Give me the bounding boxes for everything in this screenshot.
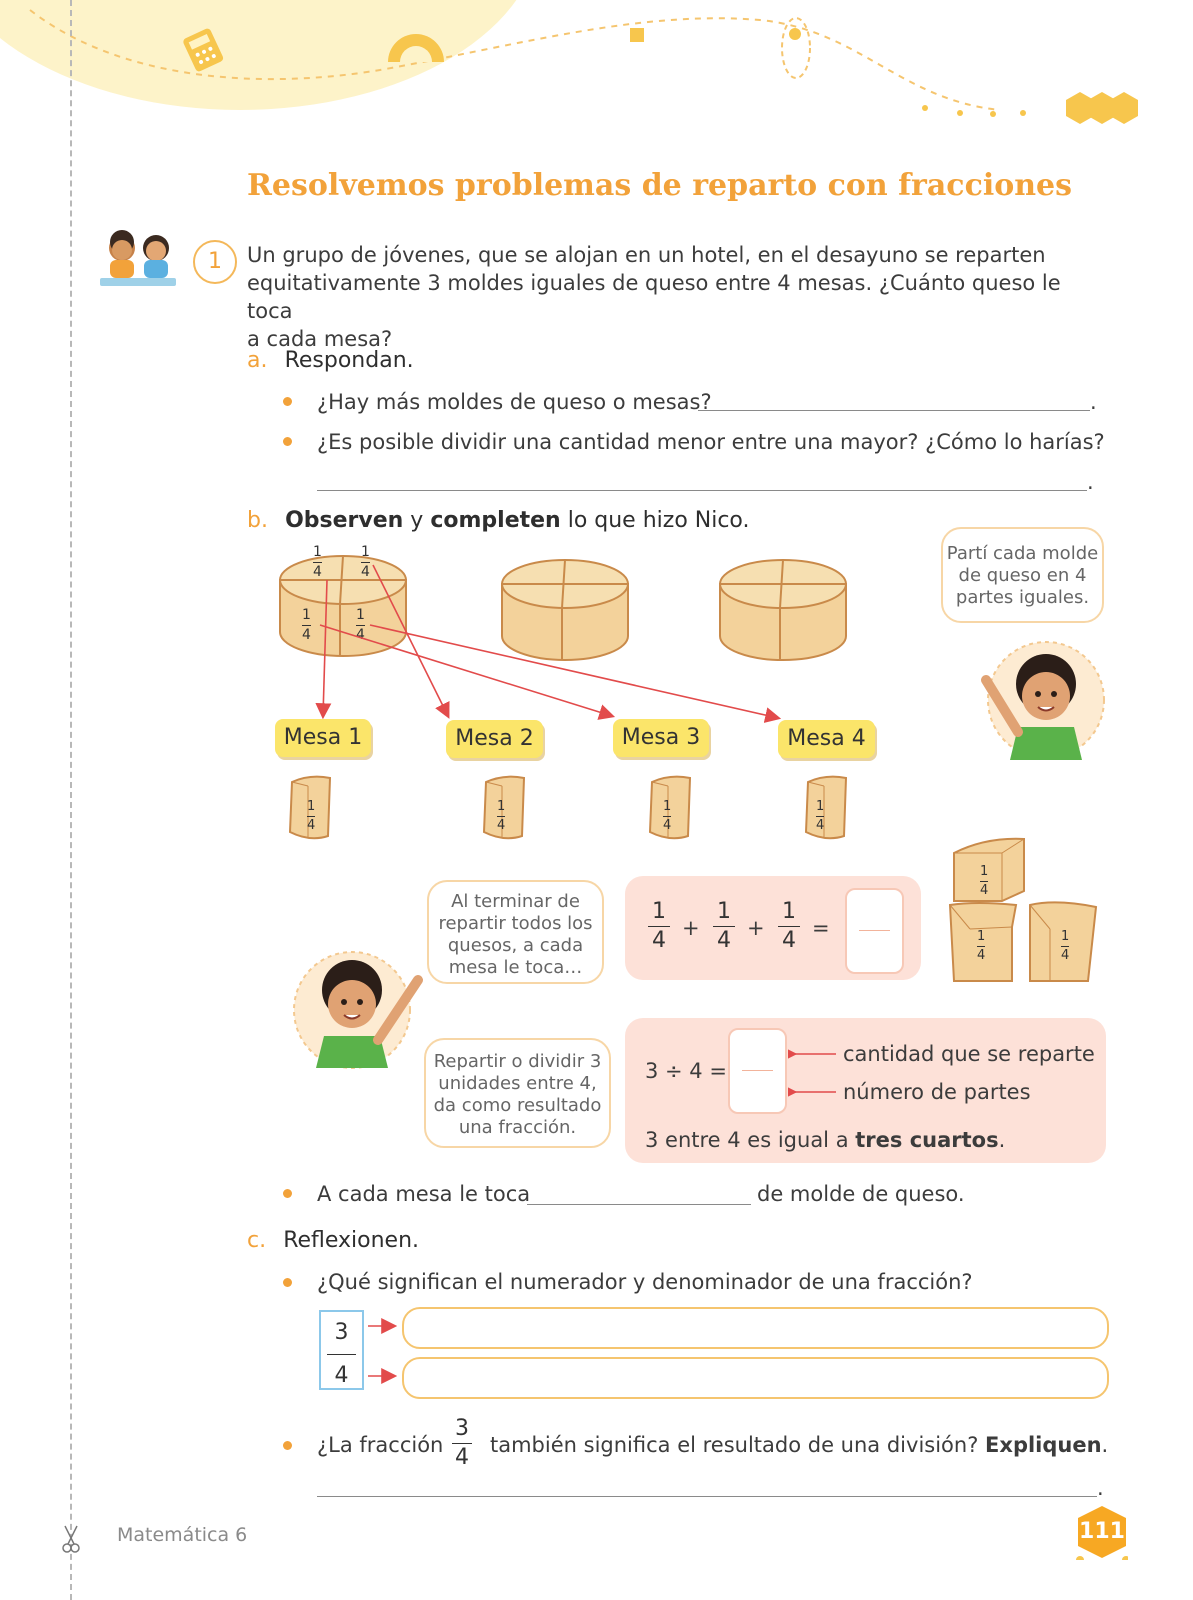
mesa-2-label: Mesa 2 (446, 720, 543, 758)
period: . (1097, 1476, 1104, 1500)
answer-end-text: de molde de queso. (757, 1182, 965, 1206)
denominator: 4 (980, 883, 989, 898)
denominator: 4 (497, 818, 506, 833)
numerator: 1 (663, 799, 672, 814)
fraction-label (497, 800, 505, 833)
numerator: 1 (356, 607, 365, 623)
cheese-quarter-4 (806, 777, 846, 839)
part-c-question-1: ¿Qué significan el numerador y denominador de una fracción? (317, 1270, 973, 1294)
denominator: 4 (782, 928, 796, 953)
bullet-dot (283, 1441, 292, 1450)
part-c-title: Reflexionen. (283, 1228, 420, 1253)
label-arrows (788, 1040, 838, 1100)
bullet-dot (283, 1278, 292, 1287)
denominator: 4 (361, 564, 370, 580)
division-expression: 3 ÷ 4 = (645, 1059, 727, 1083)
numerator: 1 (302, 607, 311, 623)
bubble-line: Repartir o dividir 3 (433, 1051, 602, 1072)
label-quantity: cantidad que se reparte (843, 1042, 1095, 1066)
fraction-label (816, 800, 824, 833)
label-parts: número de partes (843, 1080, 1031, 1104)
speech-bubble-top (941, 527, 1104, 623)
page-number: 111 (1079, 1519, 1125, 1544)
denominator: 4 (977, 948, 986, 963)
period: . (1087, 470, 1094, 494)
sentence-bold: tres cuartos (855, 1128, 999, 1152)
denominator: 4 (334, 1363, 349, 1388)
bubble-line: Partí cada molde (946, 543, 1099, 564)
speech-bubble-middle (427, 880, 604, 984)
bubble-line: una fracción. (458, 1117, 577, 1138)
question-line-3: a cada mesa? (247, 327, 393, 351)
denominator-meaning-input[interactable] (402, 1357, 1109, 1399)
numerator: 1 (497, 799, 506, 814)
part-b-letter: b. (247, 508, 268, 533)
heading-connector: y (403, 508, 431, 533)
part-c-question-2-end (490, 1431, 1108, 1459)
part-a-letter: a. (247, 348, 268, 373)
question-line-1: Un grupo de jóvenes, que se alojan en un hotel, en el desayuno se reparten (247, 243, 1046, 267)
numerator: 1 (361, 544, 370, 560)
part-c-letter: c. (247, 1228, 267, 1253)
question-mid: también significa el resultado de una división? (490, 1433, 979, 1457)
answer-line-c[interactable] (317, 1496, 1097, 1497)
speech-bubble-bottom (424, 1038, 611, 1148)
denominator: 4 (313, 564, 322, 580)
inline-fraction (452, 1417, 472, 1470)
mesa-3-label: Mesa 3 (613, 719, 709, 757)
fraction-label (977, 930, 985, 963)
bubble-line: partes iguales. (955, 587, 1090, 608)
fraction-label (980, 865, 988, 898)
three-quarters-sentence (645, 1126, 1005, 1154)
numerator: 3 (455, 1416, 469, 1441)
fraction-label (663, 800, 671, 833)
addend-3 (778, 900, 800, 953)
bubble-line: Al terminar de (451, 891, 580, 912)
part-c-heading (247, 1228, 419, 1253)
answer-start-text: A cada mesa le toca (317, 1182, 531, 1206)
pointer-arrows (366, 1316, 402, 1390)
cheese-piece-top (954, 839, 1024, 901)
part-a-question-1: ¿Hay más moldes de queso o mesas? (317, 390, 712, 414)
numerator: 1 (313, 544, 322, 560)
division-answer-box[interactable] (728, 1028, 787, 1114)
numerator-meaning-input[interactable] (402, 1307, 1109, 1349)
plus-sign: + (682, 916, 700, 940)
cheese-quarters (280, 772, 900, 844)
scissors-icon (60, 1524, 82, 1554)
denominator: 4 (717, 928, 731, 953)
bubble-line: de queso en 4 (958, 565, 1087, 586)
equals-sign: = (812, 916, 830, 940)
denominator: 4 (816, 818, 825, 833)
numerator: 1 (782, 899, 796, 924)
page-title: Resolvemos problemas de reparto con fracciones (247, 168, 1073, 203)
numerator: 1 (1061, 929, 1070, 944)
heading-end: lo que hizo Nico. (560, 508, 750, 533)
denominator: 4 (663, 818, 672, 833)
part-c-question-2-start: ¿La fracción (317, 1433, 444, 1457)
denominator: 4 (356, 627, 365, 643)
sum-answer-box[interactable] (845, 888, 904, 974)
addend-2 (713, 900, 735, 953)
nico-avatar-bottom (280, 940, 440, 1080)
observen-bold: Observen (285, 508, 404, 533)
denominator: 4 (307, 818, 316, 833)
denominator: 4 (455, 1445, 469, 1470)
numerator: 1 (652, 899, 666, 924)
part-a-question-2: ¿Es posible dividir una cantidad menor entre una mayor? ¿Cómo lo harías? (317, 430, 1105, 454)
denominator: 4 (302, 627, 311, 643)
completen-bold: completen (430, 508, 561, 533)
expliquen-bold: Expliquen (985, 1433, 1102, 1457)
mesa-4-label: Mesa 4 (778, 720, 875, 758)
period: . (1090, 390, 1097, 414)
fraction-three-quarters (321, 1320, 362, 1389)
plus-sign: + (747, 916, 765, 940)
book-title: Matemática 6 (117, 1524, 248, 1546)
numerator: 1 (307, 799, 316, 814)
fraction-label (307, 800, 315, 833)
question-line-2: equitativamente 3 moldes iguales de queso entre 4 mesas. ¿Cuánto queso le toca (247, 271, 1061, 323)
numerator: 1 (816, 799, 825, 814)
numerator: 3 (334, 1320, 349, 1345)
mesa-1-label: Mesa 1 (275, 719, 371, 757)
question-end: . (1101, 1433, 1109, 1457)
three-quarters-cheese (946, 835, 1106, 985)
bubble-line: quesos, a cada (447, 935, 584, 956)
nico-avatar-top (966, 632, 1116, 762)
fraction-label (1061, 930, 1069, 963)
bubble-line: unidades entre 4, (438, 1073, 597, 1094)
question-number: 1 (193, 240, 237, 284)
sentence-start: 3 entre 4 es igual a (645, 1128, 856, 1152)
sentence-end: . (998, 1128, 1006, 1152)
bubble-line: mesa le toca… (448, 957, 583, 978)
denominator: 4 (652, 928, 666, 953)
bubble-line: repartir todos los (438, 913, 593, 934)
numerator: 1 (977, 929, 986, 944)
denominator: 4 (1061, 948, 1070, 963)
numerator: 1 (980, 864, 989, 879)
answer-line-b[interactable] (527, 1204, 751, 1205)
bubble-line: da como resultado (433, 1095, 602, 1116)
addend-1 (648, 900, 670, 953)
numerator: 1 (717, 899, 731, 924)
bullet-dot (283, 1189, 292, 1198)
part-a-title: Respondan. (284, 348, 414, 373)
fraction-box (319, 1310, 364, 1390)
